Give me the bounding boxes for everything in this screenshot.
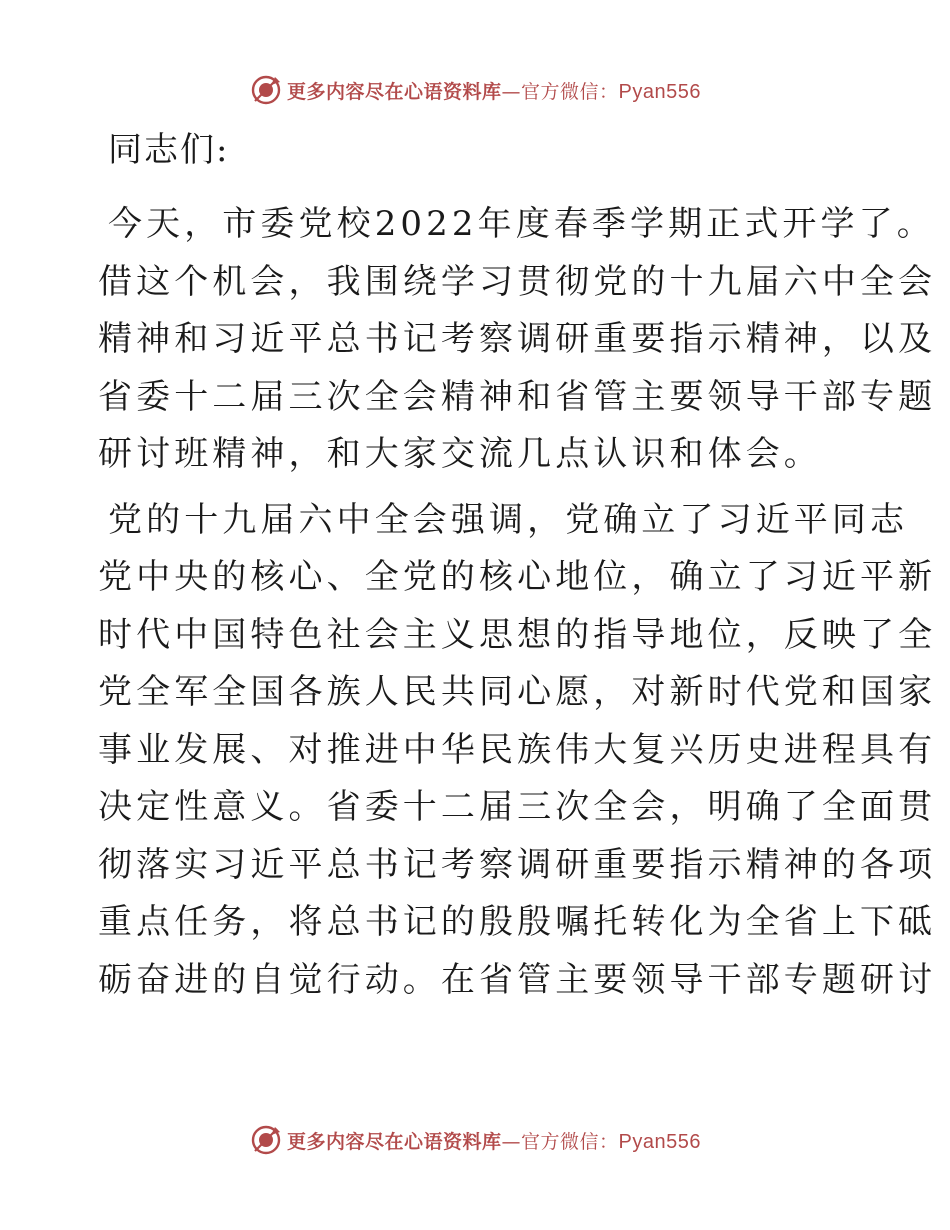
paragraph-1 [98,196,937,484]
salutation: 同志们: [108,130,230,170]
watermark-text [287,1127,701,1154]
watermark-separator: — [501,80,522,103]
paragraph-line: 党的十九届六中全会强调，党确立了习近平同志 [108,499,909,540]
document-body [98,122,937,1017]
watermark-main: 更多内容尽在心语资料库 [287,80,502,103]
watermark-id: Pyan556 [618,1130,701,1153]
watermark-suffix: 官方微信： [521,80,619,103]
paragraph-line: 决定性意义。省委十二届三次全会，明确了全面贯 [98,787,937,827]
quill-seal-icon [249,73,283,107]
paragraph-line: 时代中国特色社会主义思想的指导地位，反映了全 [98,614,937,655]
paragraph-line: 党中央的核心、全党的核心地位，确立了习近平新 [98,557,937,597]
paragraph-line: 党全军全国各族人民共同心愿，对新时代党和国家 [98,672,937,712]
watermark-main: 更多内容尽在心语资料库 [287,1130,502,1153]
paragraph-line: 重点任务，将总书记的殷殷嘱托转化为全省上下砥 [98,902,937,942]
watermark-suffix: 官方微信： [521,1130,619,1153]
watermark-separator: — [501,1130,522,1153]
paragraph-line: 事业发展、对推进中华民族伟大复兴历史进程具有 [98,729,937,770]
watermark-id: Pyan556 [618,80,701,103]
footer-watermark [0,1120,950,1160]
header-watermark [0,70,950,110]
paragraph-line: 今天，市委党校2022年度春季学期正式开学了。 [108,204,935,244]
paragraph-line: 砺奋进的自觉行动。在省管主要领导干部专题研讨 [98,959,937,1000]
paragraph-line: 彻落实习近平总书记考察调研重要指示精神的各项 [98,844,937,885]
watermark-text [287,77,701,104]
paragraph-line: 精神和习近平总书记考察调研重要指示精神，以及 [98,319,937,359]
paragraph-line: 省委十二届三次全会精神和省管主要领导干部专题 [98,376,937,417]
quill-seal-icon [249,1123,283,1157]
paragraph-line: 借这个机会，我围绕学习贯彻党的十九届六中全会 [98,261,937,302]
paragraph-line: 研讨班精神，和大家交流几点认识和体会。 [98,434,822,474]
paragraph-2 [98,492,937,1010]
